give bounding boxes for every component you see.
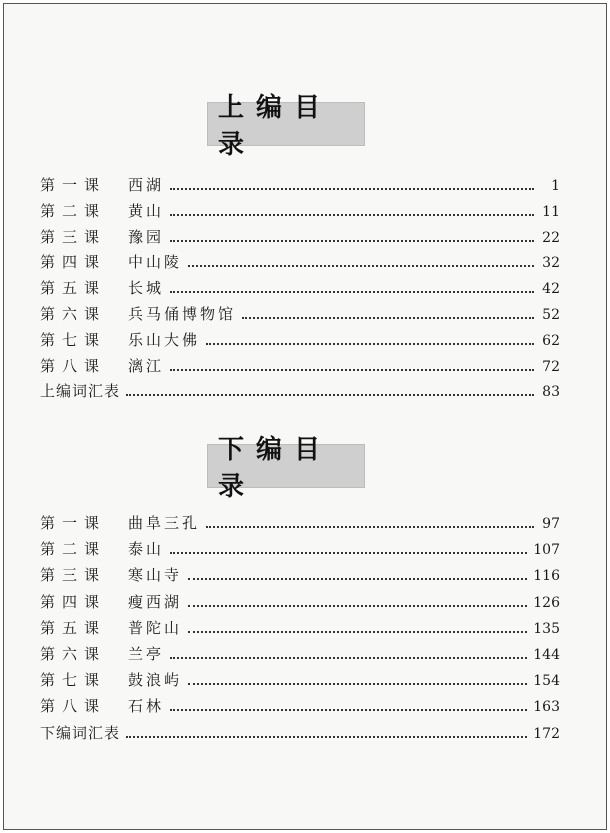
lesson-title: 鼓浪屿: [128, 671, 183, 690]
leader-dots: [170, 657, 527, 659]
lesson-number: 第五课: [40, 618, 107, 637]
lesson-number: 第二课: [40, 201, 107, 220]
lesson-number: 第二课: [40, 540, 107, 559]
lesson-number: 第六课: [40, 305, 107, 323]
page-number: 11: [542, 203, 560, 220]
page-number: 97: [542, 516, 560, 532]
lesson-number: 第八课: [40, 356, 107, 375]
vocabulary-label: 上编词汇表: [40, 382, 121, 401]
lesson-title: 曲阜三孔: [128, 514, 201, 532]
toc-entry[interactable]: [40, 538, 560, 558]
page-number: 22: [542, 229, 560, 246]
toc-entry[interactable]: [40, 329, 560, 349]
leader-dots: [126, 394, 534, 396]
page-number: 83: [542, 384, 560, 401]
lesson-title: 泰山: [128, 540, 165, 559]
toc-entry[interactable]: [40, 251, 560, 271]
leader-dots: [170, 214, 534, 216]
toc-entry[interactable]: [40, 643, 560, 663]
leader-dots: [170, 369, 534, 371]
vocabulary-label: 下编词汇表: [40, 723, 121, 742]
toc-entry[interactable]: [40, 355, 560, 375]
lesson-title: 长城: [128, 279, 165, 298]
toc-entry[interactable]: [40, 277, 560, 297]
lesson-title: 普陀山: [128, 618, 183, 637]
lesson-number: 第三课: [40, 227, 107, 246]
lesson-title: 中山陵: [128, 253, 183, 272]
page-number: 144: [533, 647, 560, 663]
page-number: 62: [542, 332, 560, 349]
toc-entry[interactable]: [40, 617, 560, 637]
lesson-title: 豫园: [128, 227, 165, 246]
leader-dots: [188, 265, 534, 267]
page-number: 154: [533, 673, 560, 690]
part1-heading: 上编目录: [207, 102, 365, 146]
lesson-title: 兵马俑博物馆: [128, 305, 237, 323]
lesson-title: 漓江: [128, 356, 165, 375]
leader-dots: [170, 552, 527, 554]
page-number: 163: [533, 699, 560, 716]
toc-entry[interactable]: [40, 174, 560, 194]
leader-dots: [188, 578, 527, 580]
lesson-title: 乐山大佛: [128, 330, 201, 349]
lesson-title: 黄山: [128, 201, 165, 220]
leader-dots: [170, 240, 534, 242]
document-page: [3, 3, 607, 830]
leader-dots: [188, 683, 527, 685]
page-number: 126: [533, 594, 560, 611]
page-number: 135: [533, 620, 560, 637]
lesson-number: 第六课: [40, 645, 107, 663]
leader-dots: [170, 291, 534, 293]
lesson-number: 第四课: [40, 592, 107, 611]
toc-entry[interactable]: [40, 669, 560, 689]
page-number: 116: [533, 568, 560, 585]
page-number: 32: [542, 255, 560, 272]
part2-heading: 下编目录: [207, 444, 365, 488]
leader-dots: [242, 317, 534, 319]
toc-entry-vocabulary[interactable]: [40, 722, 560, 742]
lesson-number: 第一课: [40, 514, 107, 532]
lesson-title: 石林: [128, 697, 165, 716]
lesson-title: 瘦西湖: [128, 592, 183, 611]
toc-entry[interactable]: [40, 695, 560, 715]
page-number: 172: [533, 725, 560, 742]
leader-dots: [170, 709, 527, 711]
lesson-title: 西湖: [128, 176, 165, 194]
leader-dots: [188, 605, 527, 607]
lesson-number: 第三课: [40, 566, 107, 585]
leader-dots: [170, 188, 534, 190]
lesson-number: 第一课: [40, 176, 107, 194]
leader-dots: [188, 631, 527, 633]
leader-dots: [206, 526, 534, 528]
leader-dots: [126, 736, 527, 738]
page-number: 52: [542, 307, 560, 323]
lesson-number: 第七课: [40, 671, 107, 690]
lesson-title: 兰亭: [128, 645, 165, 663]
toc-entry[interactable]: [40, 226, 560, 246]
toc-entry[interactable]: [40, 200, 560, 220]
toc-entry[interactable]: [40, 591, 560, 611]
leader-dots: [206, 343, 534, 345]
page-number: 42: [542, 281, 560, 298]
page-number: 72: [542, 358, 560, 375]
lesson-number: 第五课: [40, 279, 107, 298]
lesson-number: 第八课: [40, 697, 107, 716]
toc-entry-vocabulary[interactable]: [40, 380, 560, 400]
toc-entry[interactable]: [40, 564, 560, 584]
lesson-number: 第四课: [40, 253, 107, 272]
lesson-title: 寒山寺: [128, 566, 183, 585]
lesson-number: 第七课: [40, 330, 107, 349]
toc-entry[interactable]: [40, 512, 560, 532]
page-number: 1: [551, 178, 560, 194]
toc-entry[interactable]: [40, 303, 560, 323]
page-number: 107: [533, 542, 560, 559]
